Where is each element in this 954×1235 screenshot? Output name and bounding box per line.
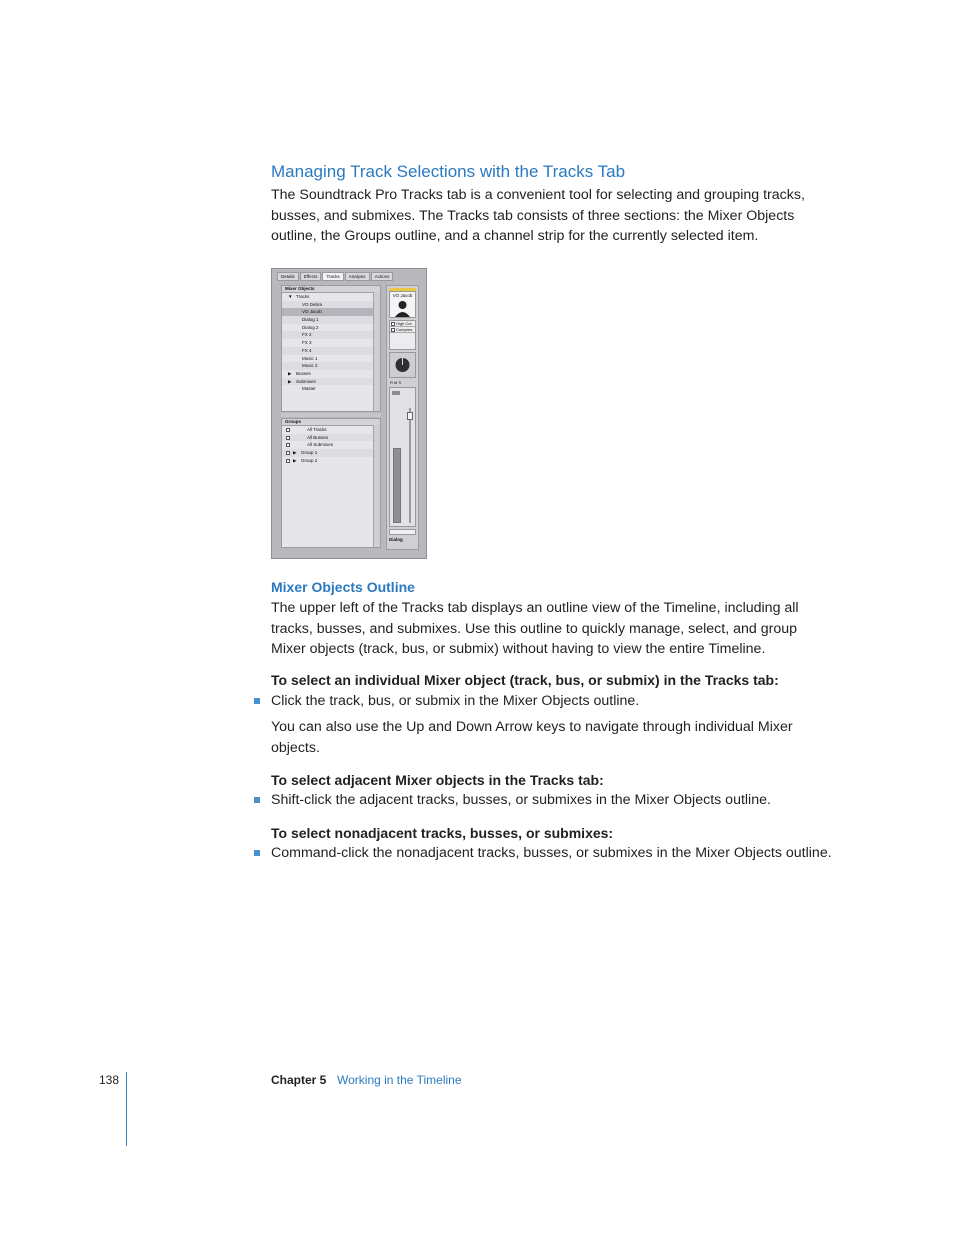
mixer-object-row[interactable]: [282, 355, 380, 363]
mixer-object-row[interactable]: [282, 293, 380, 301]
person-icon: [390, 298, 415, 318]
row-label: Tracks: [296, 294, 310, 299]
task2-bullet: Shift-click the adjacent tracks, busses, or submixes in the Mixer Objects outline.: [271, 792, 771, 808]
row-label: Dialog 1: [302, 317, 319, 323]
tab-effects[interactable]: Effects: [300, 272, 322, 281]
effect-checkbox[interactable]: [391, 322, 395, 326]
mixer-object-row[interactable]: [282, 370, 380, 378]
section-heading: Managing Track Selections with the Tracks Tab: [271, 162, 626, 181]
group-row[interactable]: [282, 441, 380, 449]
strip-name-box: [389, 291, 416, 318]
chapter-title: Working in the Timeline: [337, 1073, 462, 1087]
group-checkbox[interactable]: [286, 443, 290, 447]
output-field[interactable]: [389, 529, 416, 535]
row-label: FX 3: [302, 340, 312, 346]
outline-scrollbar[interactable]: [373, 292, 380, 411]
row-label: Master: [302, 386, 316, 392]
task2-heading: To select adjacent Mixer objects in the Tracks tab:: [271, 772, 604, 788]
disclosure-triangle-icon[interactable]: ▶: [288, 370, 292, 376]
tab-analysis[interactable]: Analysis: [345, 272, 370, 281]
fader-track: [409, 408, 411, 523]
rms-buttons[interactable]: R M S: [390, 380, 402, 385]
fader-area: [389, 387, 416, 527]
pan-area: [389, 352, 416, 378]
pan-knob-icon[interactable]: [390, 353, 415, 377]
bullet-icon: [254, 698, 260, 704]
channel-strip: [386, 285, 419, 550]
mixer-object-row[interactable]: [282, 324, 380, 332]
footer-rule: [126, 1072, 127, 1146]
task1-bullet: Click the track, bus, or submix in the Mixer Objects outline.: [271, 693, 640, 709]
row-label: Busses: [296, 370, 311, 376]
tab-actions[interactable]: Actions: [371, 272, 394, 281]
mixer-object-row[interactable]: [282, 301, 380, 309]
effect-checkbox[interactable]: [391, 328, 395, 332]
tab-details[interactable]: Details: [277, 272, 299, 281]
strip-footer-label[interactable]: Dialog: [389, 537, 403, 542]
row-label: Group 2: [301, 457, 318, 463]
row-label: VO Jacob: [302, 309, 322, 315]
group-checkbox[interactable]: [286, 428, 290, 432]
effects-slots: [389, 320, 416, 350]
disclosure-triangle-icon[interactable]: ▼: [288, 294, 293, 299]
intro-paragraph: The Soundtrack Pro Tracks tab is a convenient tool for selecting and grouping tracks, busses, and submixes. The Tracks tab consists of three sections: the Mixer Objects outline, the Groups outline, and a channel strip for the currently selected item.: [271, 187, 805, 244]
row-label: Music 2: [302, 363, 318, 369]
group-checkbox[interactable]: [286, 451, 290, 455]
groups-outline: [281, 418, 381, 548]
row-label: Music 1: [302, 355, 318, 361]
fader-cap[interactable]: [392, 391, 400, 395]
outline-splitter[interactable]: [281, 413, 381, 417]
effect-label: High Cut: [396, 321, 412, 326]
group-row[interactable]: [282, 434, 380, 442]
tracks-tab-screenshot: [271, 268, 427, 559]
task1-heading: To select an individual Mixer object (track, bus, or submix) in the Tracks tab:: [271, 672, 779, 688]
strip-name: VO Jacob: [392, 293, 413, 298]
task1-note: You can also use the Up and Down Arrow keys to navigate through individual Mixer objects.: [271, 719, 793, 756]
group-row[interactable]: [282, 449, 380, 457]
mixer-object-row[interactable]: [282, 316, 380, 324]
mixer-object-row[interactable]: [282, 362, 380, 370]
row-label: All Busses: [307, 434, 329, 440]
row-label: FX 4: [302, 347, 312, 353]
bullet-icon: [254, 797, 260, 803]
volume-fader-handle[interactable]: [407, 412, 413, 420]
level-meter: [393, 448, 401, 523]
disclosure-triangle-icon[interactable]: ▶: [293, 450, 297, 456]
task3-heading: To select nonadjacent tracks, busses, or submixes:: [271, 825, 614, 841]
task3-bullet: Command-click the nonadjacent tracks, busses, or submixes in the Mixer Objects outline.: [271, 845, 832, 861]
page-number: 138: [99, 1073, 120, 1087]
tab-bar: [277, 272, 393, 281]
mixer-objects-header: Mixer Objects: [282, 286, 380, 293]
mixer-object-row[interactable]: [282, 378, 380, 386]
effect-label: Compres: [396, 327, 413, 332]
mixer-object-row[interactable]: [282, 347, 380, 355]
mixer-objects-outline: [281, 285, 381, 412]
bullet-icon: [254, 850, 260, 856]
groups-scrollbar[interactable]: [373, 425, 380, 547]
mixer-object-row[interactable]: [282, 331, 380, 339]
chapter-label: Chapter 5: [271, 1073, 327, 1087]
mixer-object-row[interactable]: [282, 385, 380, 393]
row-label: FX 2: [302, 332, 312, 338]
group-row[interactable]: [282, 426, 380, 434]
row-label: Group 1: [301, 450, 318, 456]
disclosure-triangle-icon[interactable]: ▶: [288, 378, 292, 384]
mixer-object-row[interactable]: [282, 339, 380, 347]
outline-paragraph: The upper left of the Tracks tab displays an outline view of the Timeline, including all tracks, busses, and submixes. Use this outline to quickly manage, select, and group Mixer objects (track, bus, or submix) without having to view the entire Timeline.: [271, 600, 799, 657]
row-label: Dialog 2: [302, 324, 319, 330]
groups-header: Groups: [282, 419, 380, 426]
group-checkbox[interactable]: [286, 459, 290, 463]
group-checkbox[interactable]: [286, 436, 290, 440]
row-label: All Submixes: [307, 442, 334, 448]
row-label: Submixes: [296, 378, 316, 384]
effect-slot[interactable]: [390, 327, 415, 333]
tab-tracks[interactable]: Tracks: [322, 272, 343, 281]
row-label: VO Debra: [302, 301, 323, 307]
disclosure-triangle-icon[interactable]: ▶: [293, 457, 297, 463]
subheading: Mixer Objects Outline: [271, 579, 415, 595]
row-label: All Tracks: [307, 427, 327, 432]
mixer-object-row[interactable]: [282, 308, 380, 316]
group-row[interactable]: [282, 457, 380, 465]
